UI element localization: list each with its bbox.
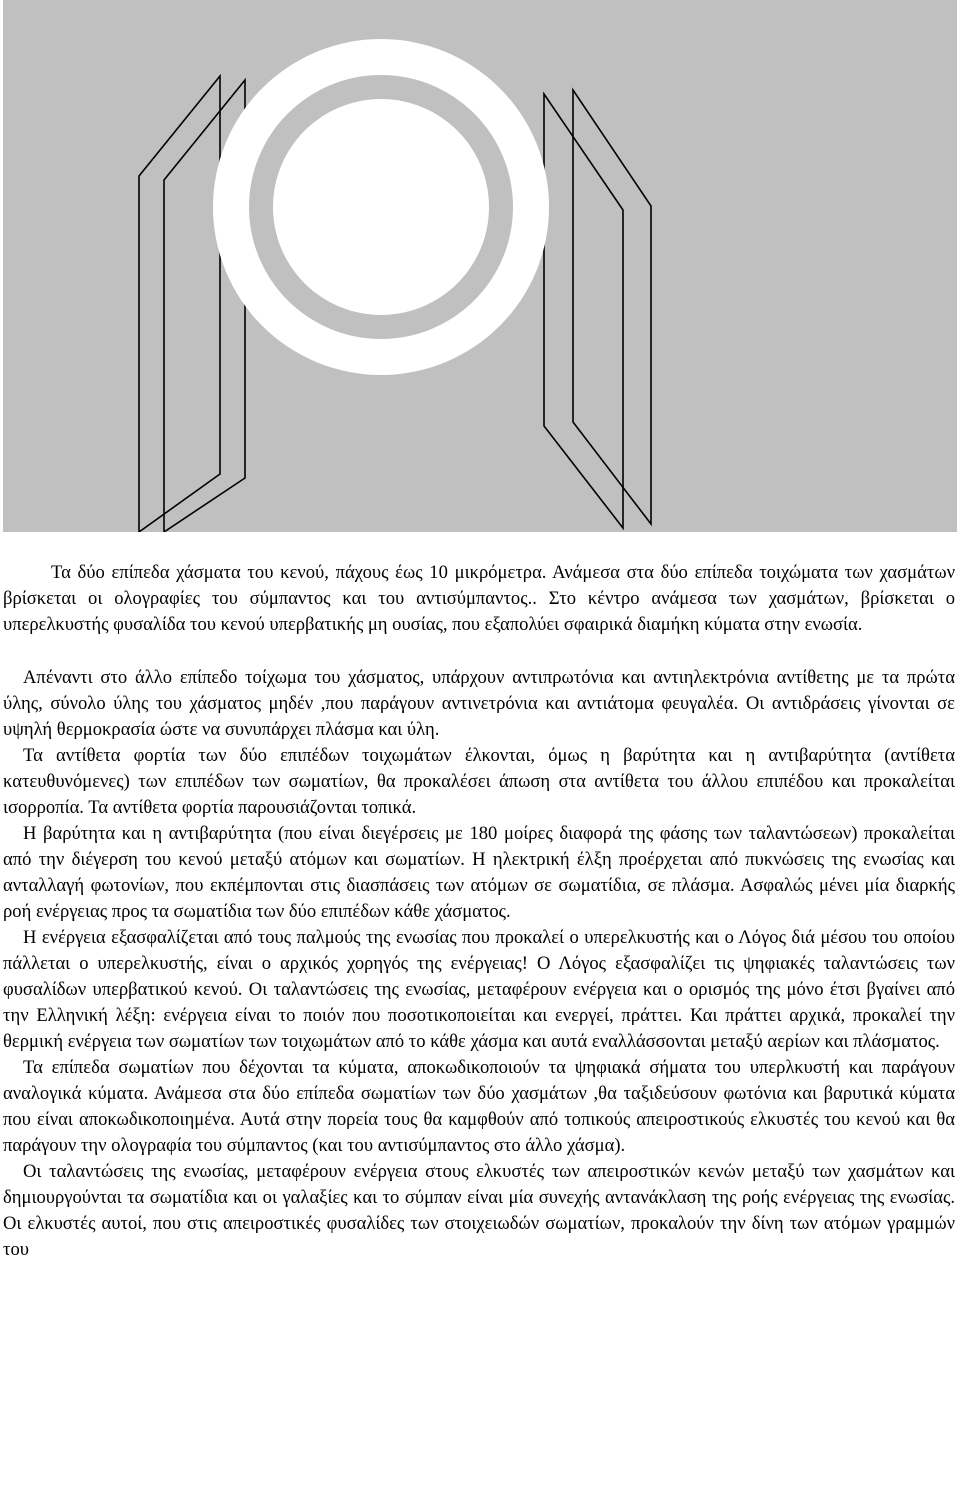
diagram-svg [3, 0, 957, 532]
paragraph-6: Τα επίπεδα σωματίων που δέχονται τα κύματα, αποκωδικοποιούν τα ψηφιακά σήματα του υπερλκυστή και παράγουν αναλογικά κύματα. Ανάμεσα στα δύο επίπεδα σωματίων των δύο χασμάτων ,θα ταξιδεύσουν φωτόνια και βαρυτικά κύματα που είναι αποκωδικοποιημένα. Αυτά στην πορεία τους θα καμφθούν από τοπικούς απειροστικούς ελκυστές του κενού και θα παράγουν την ολογραφία του σύμπαντος (και του αντισύμπαντος στο άλλο χάσμα). [3, 1057, 955, 1156]
paragraph-1: Τα δύο επίπεδα χάσματα του κενού, πάχους έως 10 μικρόμετρα. Ανάμεσα στα δύο επίπεδα τοιχώματα των χασμάτων βρίσκεται οι ολογραφίες του σύμπαντος και του αντισύμπαντος.. Στο κέντρο ανάμεσα των χασμάτων, βρίσκεται ο υπερελκυστής φυσαλίδα του κενού υπερβατικής μη ουσίας, που εξαπολύει σφαιρικά διαμήκη κύματα στην ενωσία. [3, 562, 955, 635]
paragraph-3: Τα αντίθετα φορτία των δύο επιπέδων τοιχωμάτων έλκονται, όμως η βαρύτητα και η αντιβαρύτητα (αντίθετα κατευθυνόμενες) των επιπέδων των σωματίων, θα προκαλέσει άπωση στα αντίθετα του άλλου επιπέδου και προκαλείται ισορροπία. Τα αντίθετα φορτία παρουσιάζονται τοπικά. [3, 745, 955, 818]
paragraph-2: Απέναντι στο άλλο επίπεδο τοίχωμα του χάσματος, υπάρχουν αντιπρωτόνια και αντιηλεκτρόνια αντίθετης με τα πρώτα ύλης, σύνολο ύλης του χάσματος μηδέν ,που παράγουν αντινετρόνια και αντιάτομα φευγαλέα. Οι αντιδράσεις γίνονται σε υψηλή θερμοκρασία ώστε να συνυπάρχει πλάσμα και ύλη. [3, 667, 955, 740]
paragraph-7: Οι ταλαντώσεις της ενωσίας, μεταφέρουν ενέργεια στους ελκυστές των απειροστικών κενών μεταξύ των χασμάτων και δημιουργούνται τα σωματίδια και οι γαλαξίες και το σύμπαν είναι μία συνεχής αντανάκλαση της ροής ενέργειας της ενωσίας. Οι ελκυστές αυτοί, που στις απειροστικές φυσαλίδες των στοιχειωδών σωματίων, προκαλούν την δίνη των ατόμων γραμμών του [3, 1161, 955, 1260]
paragraph-5: Η ενέργεια εξασφαλίζεται από τους παλμούς της ενωσίας που προκαλεί ο υπερελκυστής και ο Λόγος διά μέσου του οποίου πάλλεται ο υπερελκυστής, είναι ο αρχικός χορηγός της ενέργειας! Ο Λόγος εξασφαλίζει τις ψηφιακές ταλαντώσεις των φυσαλίδων υπερβατικού κενού. Οι ταλαντώσεις της ενωσίας, μεταφέρουν ενέργεια και ο ορισμός της μόνο έτσι βγαίνει από την Ελληνική λέξη: ενέργεια είναι το ποιόν που ποσοτικοποιείται και ενεργεί, πράττει. Και πράττει αρχικά, προκαλεί την θερμική ενέργεια των σωματίων των τοιχωμάτων από το κάθε χάσμα και αυτά εναλλάσσονται μεταξύ αερίων και πλάσματος. [3, 927, 955, 1052]
paragraph-4: Η βαρύτητα και η αντιβαρύτητα (που είναι διεγέρσεις με 180 μοίρες διαφορά της φάσης των ταλαντώσεων) προκαλείται από την διέγερση του κενού μεταξύ ατόμων και σωματίων. Η ηλεκτρική έλξη προέρχεται από πυκνώσεις της ενωσίας και ανταλλαγή φωτονίων, που εκπέμπονται στις διασπάσεις των ατόμων σε σωματίδια, σε πλάσμα. Ασφαλώς μένει μία διαρκής ροή ενέργειας προς τα σωματίδια των δύο επιπέδων κάθε χάσματος. [3, 823, 955, 922]
inner-white-core [273, 99, 489, 315]
document-body [3, 560, 955, 1263]
vacuum-gap-diagram [3, 0, 957, 532]
